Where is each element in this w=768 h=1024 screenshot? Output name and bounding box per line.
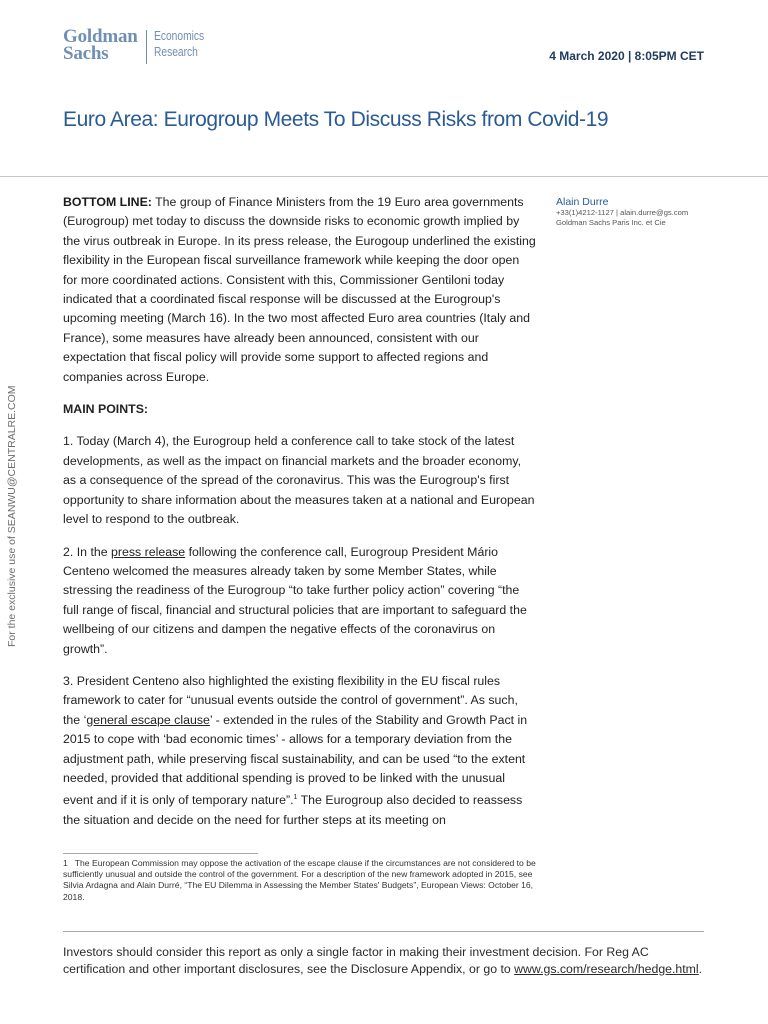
bottom-line-paragraph xyxy=(63,193,537,387)
footnote-number: 1 xyxy=(63,858,68,868)
point-2-pre: 2. In the xyxy=(63,544,112,559)
logo-divider xyxy=(146,30,147,64)
disclosure-link[interactable]: www.gs.com/research/hedge.html xyxy=(514,961,699,976)
research-unit-label xyxy=(154,28,204,60)
report-body xyxy=(63,193,537,843)
unit-line-2: Research xyxy=(153,45,198,59)
disclosure-tail: . xyxy=(698,961,703,976)
brand-wordmark xyxy=(63,28,138,62)
point-2-post: following the conference call, Eurogroup President Mário Centeno welcomed the measures already taken by some Member States, while stressing the readiness of the Eurogroup “to take further policy action” covering “the full range of fiscal, financial and structural policies that are important to safeguard the wellbeing of our citizens and dampen the negative effects of the coronavirus on growth”. xyxy=(63,544,527,656)
disclosure-note xyxy=(63,944,703,977)
footnote-divider xyxy=(63,853,258,854)
point-1: 1. Today (March 4), the Eurogroup held a conference call to take stock of the latest developments, as well as the impact on financial markets and the broader economy, as a consequence of the spread of the coronavirus. This was the Eurogroup's first opportunity to share information about the measures taken at a national and European level to respond to the outbreak. xyxy=(63,434,535,527)
unit-line-1: Economics xyxy=(153,29,204,43)
report-title: Euro Area: Eurogroup Meets To Discuss Risks from Covid-19 xyxy=(63,108,609,131)
footnote-ref-1[interactable]: 1 xyxy=(293,794,298,802)
footnote-text: The European Commission may oppose the activation of the escape clause if the circumstances are not considered to be sufficiently unusual and outside the control of the government. For a description of the new framework adopted in 2015, see Silvia Ardagna and Alain Durré, “The EU Dilemma in Assessing the Member States' Budgets”, European Views: October 16, 2018. xyxy=(63,858,536,902)
general-escape-clause-link[interactable]: general escape clause xyxy=(86,712,210,727)
author-name[interactable]: Alain Durre xyxy=(556,196,609,208)
point-2 xyxy=(63,543,537,659)
disclosure-divider xyxy=(63,931,704,932)
point-3-pre: 3. President Centeno also highlighted the existing flexibility in the EU fiscal rules framework to cater for “unusual events outside the control of government”. As such, the ‘ xyxy=(63,673,518,727)
publication-date: 4 March 2020 | 8:05PM CET xyxy=(549,49,704,63)
bottom-line-text: The group of Finance Ministers from the 19 Euro area governments (Eurogroup) met today to discuss the downside risks to economic growth implied by the virus outbreak in Europe. In its press release, the Eurogoup underlined the existing flexibility in the European fiscal surveillance framework while keeping the door open for more coordinated actions. Consistent with this, Commissioner Gentiloni today indicated that a coordinated fiscal response will be discussed at the Eurogroup's upcoming meeting (March 16). In the two most affected Euro area countries (Italy and France), some measures have already been announced, consistent with our expectation that fiscal policy will provide some support to affected regions and companies across Europe. xyxy=(63,195,536,384)
main-points-heading: MAIN POINTS: xyxy=(63,402,149,417)
exclusive-use-note: For the exclusive use of SEANWU@CENTRALRE.COM xyxy=(6,385,18,647)
brand-line-2: Sachs xyxy=(63,43,109,64)
header-divider xyxy=(0,176,768,177)
goldman-sachs-logo xyxy=(63,28,215,64)
point-3-post: ’ - extended in the rules of the Stability and Growth Pact in 2015 to cope with ‘bad economic times’ - allows for a temporary deviation from the adjustment path, while preserving fiscal sustainability, and can be used “to the extent needed, provided that additional spending is proved to be linked with the unusual event and if it is only of temporary nature”. xyxy=(63,712,528,808)
author-firm: Goldman Sachs Paris Inc. et Cie xyxy=(556,217,666,227)
point-3-tail: The Eurogroup also decided to reassess the situation and decide on the need for further steps at its meeting on xyxy=(63,793,523,827)
bottom-line-label: BOTTOM LINE: xyxy=(63,195,152,209)
footnote-1 xyxy=(63,858,538,903)
brand-line-1: Goldman xyxy=(63,26,138,47)
point-3 xyxy=(63,672,537,830)
author-block xyxy=(556,196,716,227)
disclosure-text: Investors should consider this report as only a single factor in making their investment decision. For Reg AC certification and other important disclosures, see the Disclosure Appendix, or go to xyxy=(63,945,649,976)
author-contact: +33(1)4212-1127 | alain.durre@gs.com xyxy=(556,208,689,217)
press-release-link[interactable]: press release xyxy=(111,544,186,559)
